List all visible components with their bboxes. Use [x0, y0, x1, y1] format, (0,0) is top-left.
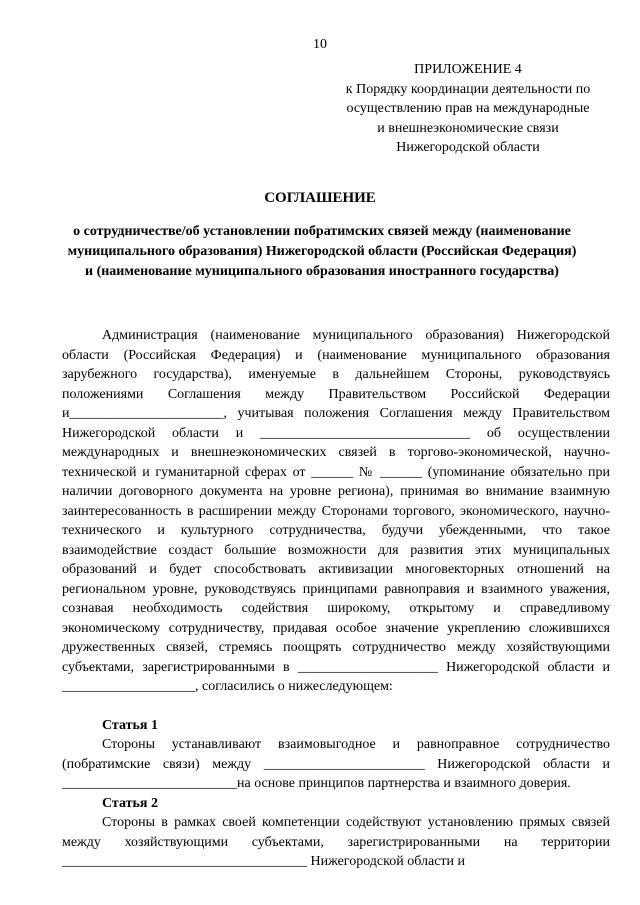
document-subtitle: о сотрудничестве/об установлении побратимских связей между (наименование муниципального образования) Нижегородской области (Российская Федерация) и (наименование муниципального образования иностранного государства)	[67, 224, 577, 279]
appendix-note	[318, 60, 618, 158]
document-title: СОГЛАШЕНИЕ	[264, 190, 376, 206]
appendix-line: ПРИЛОЖЕНИЕ 4	[414, 62, 522, 77]
article-2-text: Стороны в рамках своей компетенции содействуют установлению прямых связей между хозяйствующими субъектами, зарегистрированными на территории ___________________________________ Нижегородской области и	[62, 815, 610, 869]
article-2-heading: Статья 2	[102, 795, 158, 811]
article-1-heading: Статья 1	[102, 717, 158, 733]
appendix-line: осуществлению прав на международные	[346, 101, 590, 116]
document-body	[62, 326, 610, 872]
preamble-paragraph: Администрация (наименование муниципального образования) Нижегородской области (Российская Федерация) и (наименование муниципального образования зарубежного государства), именуемые в дальнейшем Стороны, руководствуясь положениями Соглашения между Правительством Российской Федерации и______________________, учитывая положения Соглашения между Правительством Нижегородской области и ______________________________ об осуществлении международных и внешнеэкономических связей в торгово-экономической, научно-технической и гуманитарной сферах от ______ № ______ (упоминание обязательно при наличии договорного документа на уровне региона), принимая во внимание взаимную заинтересованность в расширении между Сторонами торгового, экономического, научно-технического и культурного сотрудничества, будучи убежденными, что такое взаимодействие создаст большие возможности для развития этих муниципальных образований и будет способствовать активизации многовекторных отношений на региональном уровне, руководствуясь принципами равноправия и взаимного уважения, сознавая необходимость содействия широкому, открытому и справедливому экономическому сотрудничеству, придавая особое значение укреплению сложившихся дружественных связей, стремясь поощрять сотрудничество между хозяйствующими субъектами, зарегистрированными в ____________________ Нижегородской области и ___________________, согласились о нижеследующем:	[62, 328, 610, 694]
appendix-line: и внешнеэкономические связи	[377, 120, 559, 136]
spacer	[62, 697, 610, 716]
page-number: 10	[313, 37, 327, 52]
article-1-text: Стороны устанавливают взаимовыгодное и равноправное сотрудничество (побратимские связи) между _______________________ Нижегородской области и _________________________на основе принципов партнерства и взаимного доверия.	[62, 737, 610, 791]
appendix-line: к Порядку координации деятельности по	[345, 81, 591, 97]
appendix-line: Нижегородской области	[396, 140, 540, 155]
